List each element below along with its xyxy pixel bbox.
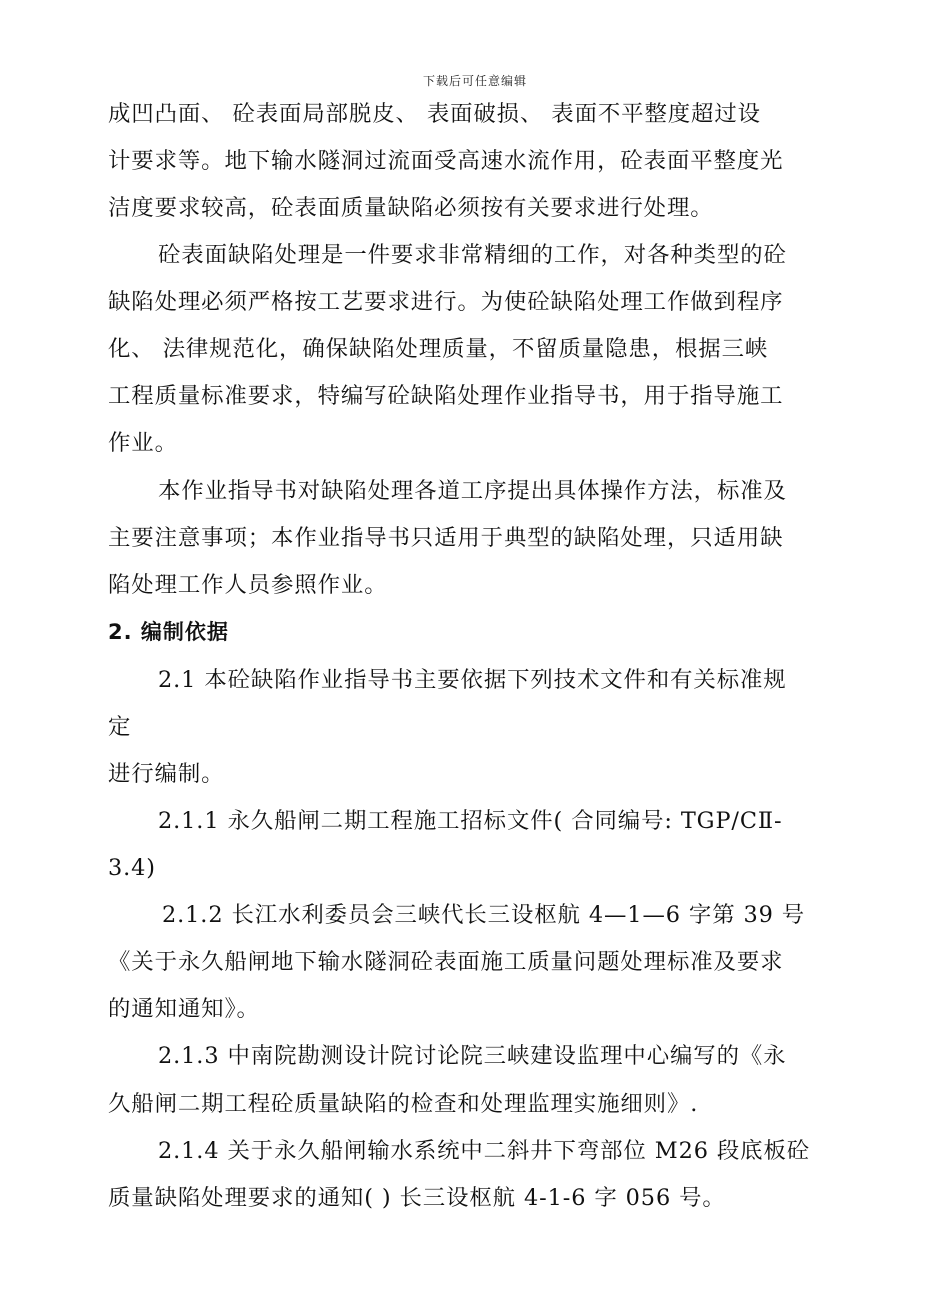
text-line: 2.1 本砼缺陷作业指导书主要依据下列技术文件和有关标准规 xyxy=(158,667,787,693)
text-line: 进行编制。 xyxy=(108,761,225,787)
text-line: 化、 法律规范化，确保缺陷处理质量，不留质量隐患，根据三峡 xyxy=(108,336,769,362)
text-line: 定 xyxy=(108,714,132,740)
text-line: 3.4) xyxy=(108,855,156,881)
text-line: 2.1.4 关于永久船闸输水系统中二斜井下弯部位 M26 段底板砼 xyxy=(158,1138,811,1164)
text-line: 的通知通知》。 xyxy=(108,996,260,1022)
text-line: 洁度要求较高，砼表面质量缺陷必须按有关要求进行处理。 xyxy=(108,195,714,221)
text-line: 陷处理工作人员参照作业。 xyxy=(108,572,388,598)
text-line: 本作业指导书对缺陷处理各道工序提出具体操作方法，标准及 xyxy=(158,478,787,504)
text-line: 成凹凸面、 砼表面局部脱皮、 表面破损、 表面不平整度超过设 xyxy=(108,101,761,127)
text-line: 主要注意事项；本作业指导书只适用于典型的缺陷处理，只适用缺 xyxy=(108,525,784,551)
text-line: 2.1.3 中南院勘测设计院讨论院三峡建设监理中心编写的《永 xyxy=(158,1043,787,1069)
text-line: 《关于永久船闸地下输水隧洞砼表面施工质量问题处理标准及要求 xyxy=(108,949,784,975)
page-header: 下载后可任意编辑 xyxy=(422,74,527,88)
section-heading: 2. 编制依据 xyxy=(108,620,229,644)
text-line: 作业。 xyxy=(108,430,178,456)
text-line: 久船闸二期工程砼质量缺陷的检查和处理监理实施细则》. xyxy=(108,1091,699,1117)
text-line: 计要求等。地下输水隧洞过流面受高速水流作用，砼表面平整度光 xyxy=(108,148,784,174)
text-line: 砼表面缺陷处理是一件要求非常精细的工作，对各种类型的砼 xyxy=(158,242,787,268)
text-line: 工程质量标准要求，特编写砼缺陷处理作业指导书，用于指导施工 xyxy=(108,383,784,409)
text-line: 缺陷处理必须严格按工艺要求进行。为使砼缺陷处理工作做到程序 xyxy=(108,289,784,315)
text-line: 2.1.2 长江水利委员会三峡代长三设枢航 4—1—6 字第 39 号 xyxy=(162,902,806,928)
text-line: 质量缺陷处理要求的通知( ) 长三设枢航 4-1-6 字 056 号。 xyxy=(108,1185,726,1211)
text-line: 2.1.1 永久船闸二期工程施工招标文件( 合同编号: TGP/CⅡ- xyxy=(158,808,783,834)
